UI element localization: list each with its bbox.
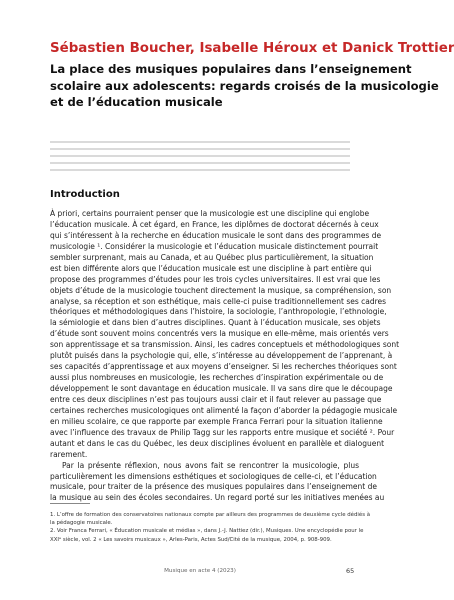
- body-line: développement le sont davantage en éducation musicale. Il va sans dire que le découpage: [50, 384, 393, 393]
- footnote-line: la pédagogie musicale.: [50, 520, 113, 527]
- body-text: [50, 209, 400, 504]
- body-line: aussi plus nombreuses en musicologie, les recherches d’inspiration expérimentale ou de: [50, 373, 384, 383]
- body-line: en milieu scolaire, ce que rapporte par exemple Franca Ferrari pour la situation italienne: [50, 416, 383, 426]
- body-line: la sémiologie et dans bien d’autres disciplines. Quant à l’éducation musicale, ses objets: [50, 318, 381, 328]
- running-title: Musique en acte 4 (2023): [164, 568, 236, 574]
- body-line: autant et dans le cas du Québec, les deux disciplines évoluent en parallèle et dialoguent: [50, 438, 385, 448]
- article-title: [50, 61, 439, 111]
- footnote-line: XXIᵉ siècle, vol. 2 « Les savoirs musicaux », Arles-Paris, Actes Sud/Cité de la musique, 2004, p. 908-909.: [50, 536, 332, 543]
- body-line: rarement.: [50, 449, 88, 459]
- page-number: 65: [346, 567, 355, 575]
- body-line: plutôt puisés dans la psychologie qui, elle, s’intéresse au développement de l’apprenant, à: [50, 351, 393, 361]
- body-line: objets d’étude de la musicologie touchent directement la musique, sa compréhension, son: [50, 285, 392, 295]
- section-heading: Introduction: [50, 189, 120, 200]
- body-line: qui s’intéressent à la recherche en éducation musicale le sont dans des programmes de: [50, 230, 382, 240]
- footnotes: [50, 511, 371, 544]
- body-line: Par la présente réflexion, nous avons fait se rencontrer la musicologie, plus: [62, 460, 359, 470]
- body-line: est bien différente alors que l’éducation musicale est une discipline à part entière qui: [50, 263, 372, 273]
- body-line: son apprentissage et sa transmission. Ainsi, les cadres conceptuels et méthodologiques sont: [50, 340, 400, 350]
- body-line: avec l’influence des travaux de Philip Tagg sur les rapports entre musique et société ². Pour: [50, 427, 395, 437]
- body-line: ses capacités d’apprentissage et aux moyens d’enseigner. Si les recherches théoriques sont: [50, 362, 397, 372]
- body-line: musicologie ¹. Considérer la musicologie et l’éducation musicale distinctement pourrait: [50, 241, 379, 251]
- body-line: certaines recherches musicologiques ont alimenté la façon d’aborder la pédagogie musicale: [50, 405, 398, 415]
- body-line: particulièrement les dimensions esthétiques et sociologiques de celle-ci, et l’éducation: [50, 471, 377, 481]
- body-line: sembler surprenant, mais au Canada, et au Québec plus particulièrement, la situation: [50, 252, 374, 262]
- body-line: propose des programmes d’études pour les trois cycles universitaires. Il est vrai que les: [50, 274, 381, 284]
- title-line: et de l’éducation musicale: [50, 95, 223, 109]
- body-line: la musique au sein des écoles secondaires. Un regard porté sur les initiatives menées au: [50, 493, 385, 503]
- body-line: théoriques et méthodologiques dans l’histoire, la sociologie, l’anthropologie, l’ethnologie,: [50, 307, 387, 317]
- music-staff-ornament: [50, 140, 350, 172]
- body-line: d’étude sont souvent moins concentrés vers la musique en elle-même, mais orientés vers: [50, 329, 389, 339]
- body-line: l’éducation musicale. À cet égard, en France, les diplômes de doctorat décernés à ceux: [50, 219, 379, 229]
- footnote-line: 1. L’offre de formation des conservatoires nationaux compte par ailleurs des programmes de deuxième cycle dédiés à: [50, 512, 371, 518]
- body-line: À priori, certains pourraient penser que la musicologie est une discipline qui englobe: [50, 209, 370, 218]
- footnote-line: 2. Voir Franca Ferrari, « Éducation musicale et médias », dans J.-J. Nattiez (dir.), Musiques. Une encyclopédie pour le: [50, 528, 364, 535]
- body-line: musicale, pour traiter de la présence des musiques populaires dans l’enseignement de: [50, 482, 377, 492]
- body-line: analyse, sa réception et son esthétique, mais celle-ci puise traditionnellement ses cadres: [50, 296, 387, 306]
- body-line: entre ces deux disciplines n’est pas toujours aussi clair et il faut relever au passage que: [50, 394, 382, 404]
- title-line: scolaire aux adolescents: regards croisés de la musicologie: [50, 78, 439, 93]
- author-line: Sébastien Boucher, Isabelle Héroux et Danick Trottier: [50, 41, 454, 56]
- footnote-separator: [50, 503, 90, 504]
- title-line: La place des musiques populaires dans l’enseignement: [50, 62, 412, 76]
